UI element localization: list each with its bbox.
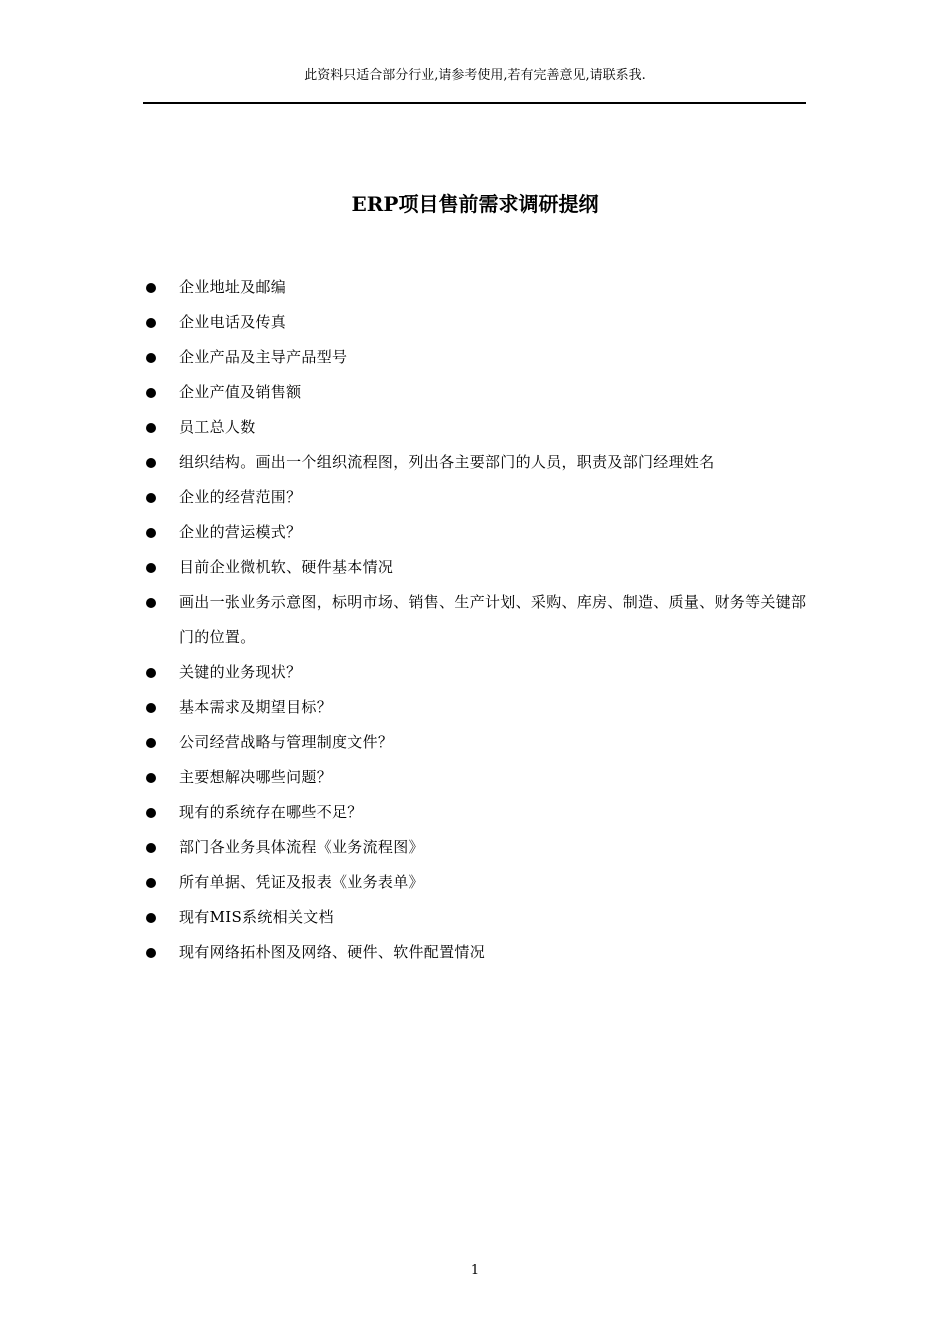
outline-item bbox=[143, 340, 808, 375]
outline-item-text: 目前企业微机软、硬件基本情况 bbox=[179, 558, 394, 576]
bullet-icon bbox=[146, 353, 156, 363]
outline-item bbox=[143, 515, 808, 550]
outline-item bbox=[143, 655, 808, 690]
outline-item bbox=[143, 270, 808, 305]
outline-item-text: 画出一张业务示意图，标明市场、销售、生产计划、采购、库房、制造、质量、财务等关键部门的位置。 bbox=[179, 593, 807, 646]
header-divider bbox=[143, 102, 806, 104]
bullet-icon bbox=[146, 598, 156, 608]
outline-list bbox=[143, 270, 808, 970]
outline-item-text: 企业的经营范围？ bbox=[179, 488, 302, 506]
outline-item bbox=[143, 725, 808, 760]
bullet-icon bbox=[146, 913, 156, 923]
bullet-icon bbox=[146, 493, 156, 503]
bullet-icon bbox=[146, 423, 156, 433]
bullet-icon bbox=[146, 528, 156, 538]
outline-item-text: 员工总人数 bbox=[179, 418, 256, 436]
outline-item bbox=[143, 445, 808, 480]
bullet-icon bbox=[146, 808, 156, 818]
outline-item bbox=[143, 830, 808, 865]
outline-item-text: 关键的业务现状？ bbox=[179, 663, 302, 681]
outline-item-text: 现有的系统存在哪些不足？ bbox=[179, 803, 363, 821]
outline-item-text: 主要想解决哪些问题？ bbox=[179, 768, 333, 786]
outline-item bbox=[143, 865, 808, 900]
page-header-notice: 此资料只适合部分行业,请参考使用,若有完善意见,请联系我. bbox=[304, 68, 646, 83]
outline-item-text: 部门各业务具体流程《业务流程图》 bbox=[179, 838, 424, 856]
outline-item-text: 企业的营运模式？ bbox=[179, 523, 302, 541]
outline-item bbox=[143, 375, 808, 410]
outline-item bbox=[143, 795, 808, 830]
bullet-icon bbox=[146, 458, 156, 468]
outline-item bbox=[143, 935, 808, 970]
bullet-icon bbox=[146, 948, 156, 958]
outline-item bbox=[143, 690, 808, 725]
outline-item-text: 所有单据、凭证及报表《业务表单》 bbox=[179, 873, 424, 891]
bullet-icon bbox=[146, 773, 156, 783]
bullet-icon bbox=[146, 878, 156, 888]
document-title: ERP项目售前需求调研提纲 bbox=[351, 192, 599, 216]
outline-item-text: 现有网络拓朴图及网络、硬件、软件配置情况 bbox=[179, 943, 486, 961]
bullet-icon bbox=[146, 703, 156, 713]
bullet-icon bbox=[146, 843, 156, 853]
outline-item-text: 公司经营战略与管理制度文件？ bbox=[179, 733, 394, 751]
page-number: 1 bbox=[470, 1263, 480, 1278]
outline-item-text: 组织结构。画出一个组织流程图，列出各主要部门的人员，职责及部门经理姓名 bbox=[179, 453, 715, 471]
bullet-icon bbox=[146, 283, 156, 293]
outline-item-text: 基本需求及期望目标？ bbox=[179, 698, 333, 716]
outline-item-text: 企业地址及邮编 bbox=[179, 278, 287, 296]
outline-item bbox=[143, 760, 808, 795]
bullet-icon bbox=[146, 668, 156, 678]
outline-item-text: 企业产品及主导产品型号 bbox=[179, 348, 348, 366]
outline-item bbox=[143, 410, 808, 445]
outline-item bbox=[143, 305, 808, 340]
outline-item bbox=[143, 550, 808, 585]
bullet-icon bbox=[146, 318, 156, 328]
outline-item-text: 企业产值及销售额 bbox=[179, 383, 302, 401]
bullet-icon bbox=[146, 738, 156, 748]
outline-item bbox=[143, 585, 808, 655]
bullet-icon bbox=[146, 563, 156, 573]
outline-item-text: 现有MIS系统相关文档 bbox=[179, 908, 334, 926]
outline-item bbox=[143, 480, 808, 515]
outline-item bbox=[143, 900, 808, 935]
outline-item-text: 企业电话及传真 bbox=[179, 313, 287, 331]
bullet-icon bbox=[146, 388, 156, 398]
